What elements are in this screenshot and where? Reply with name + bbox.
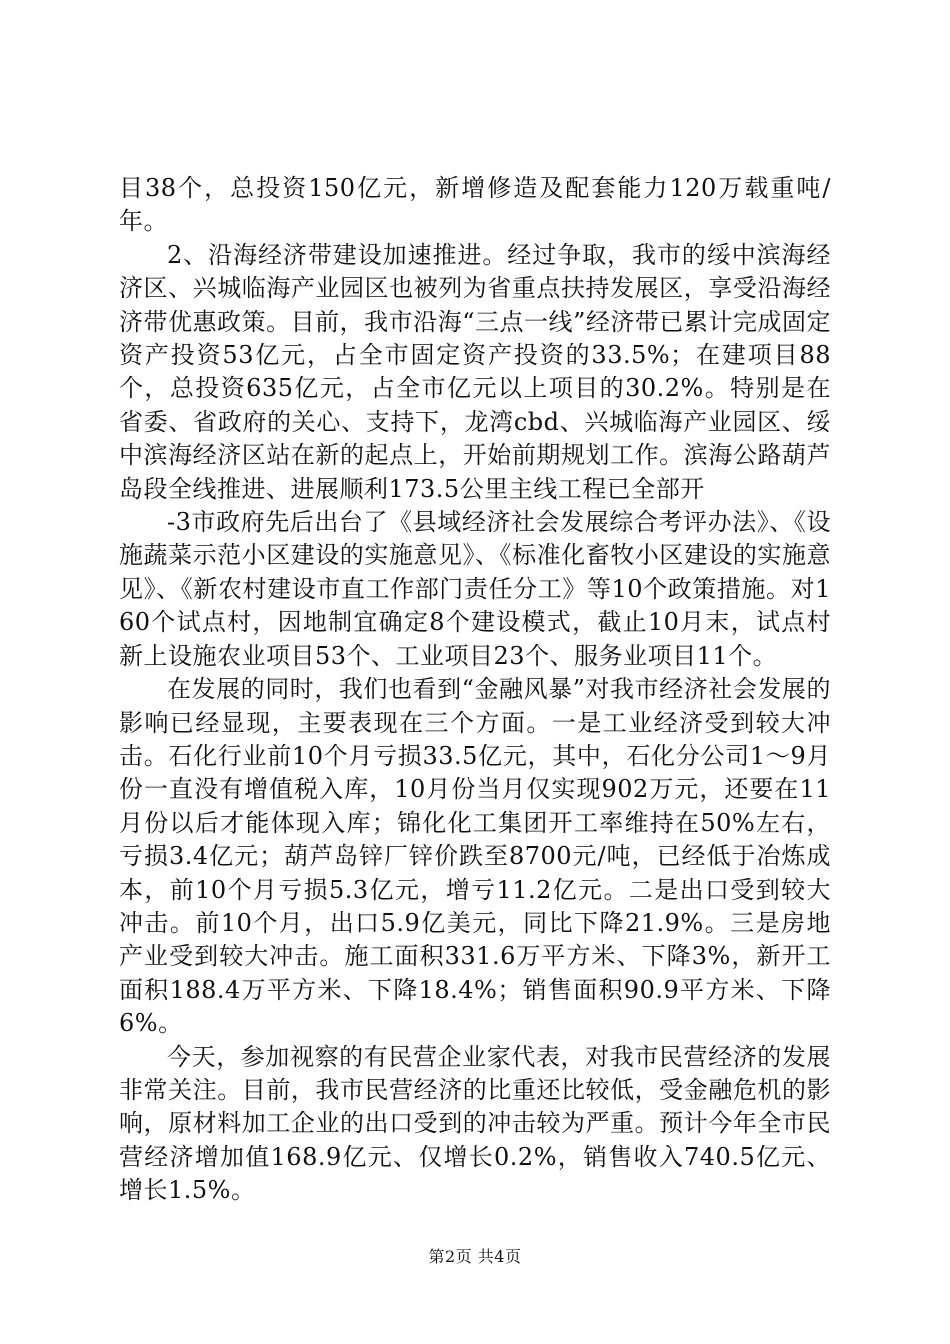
paragraph-coastal-economy: 2、沿海经济带建设加速推进。经过争取，我市的绥中滨海经济区、兴城临海产业园区也被列为省重点扶持发展区，享受沿海经济带优惠政策。目前，我市沿海“三点一线”经济带已累计完成固定资产投资53亿元，占全市固定资产投资的33.5%；在建项目88个，总投资635亿元，占全市亿元以上项目的30.2%。特别是在省委、省政府的关心、支持下，龙湾cbd、兴城临海产业园区、绥中滨海经济区站在新的起点上，开始前期规划工作。滨海公路葫芦岛段全线推进、进展顺利173.5公里主线工程已全部开	[119, 240, 831, 503]
document-body	[119, 172, 831, 1208]
paragraph-policy-measures: -3市政府先后出台了《县域经济社会发展综合考评办法》、《设施蔬菜示范小区建设的实施意见》、《标准化畜牧小区建设的实施意见》、《新农村建设市直工作部门责任分工》等10个政策措施。对160个试点村，因地制宜确定8个建设模式，截止10月末，试点村新上设施农业项目53个、工业项目23个、服务业项目11个。	[119, 508, 831, 670]
paragraph-continuation: 目38个，总投资150亿元，新增修造及配套能力120万载重吨/年。	[119, 174, 831, 236]
paragraph-private-economy: 今天，参加视察的有民营企业家代表，对我市民营经济的发展非常关注。目前，我市民营经济的比重还比较低，受金融危机的影响，原材料加工企业的出口受到的冲击较为严重。预计今年全市民营经济增加值168.9亿元、仅增长0.2%，销售收入740.5亿元、增长1.5%。	[119, 1042, 831, 1205]
paragraph-financial-impact: 在发展的同时，我们也看到“金融风暴”对我市经济社会发展的影响已经显现，主要表现在三个方面。一是工业经济受到较大冲击。石化行业前10个月亏损33.5亿元，其中，石化分公司1～9月份一直没有增值税入库，10月份当月仅实现902万元，还要在11月份以后才能体现入库；锦化化工集团开工率维持在50%左右，亏损3.4亿元；葫芦岛锌厂锌价跌至8700元/吨，已经低于冶炼成本，前10个月亏损5.3亿元，增亏11.2亿元。二是出口受到较大冲击。前10个月，出口5.9亿美元，同比下降21.9%。三是房地产业受到较大冲击。施工面积331.6万平方米、下降3%，新开工面积188.4万平方米、下降18.4%；销售面积90.9平方米、下降6%。	[119, 675, 831, 1038]
page-number-footer: 第2页 共4页	[428, 1247, 522, 1266]
